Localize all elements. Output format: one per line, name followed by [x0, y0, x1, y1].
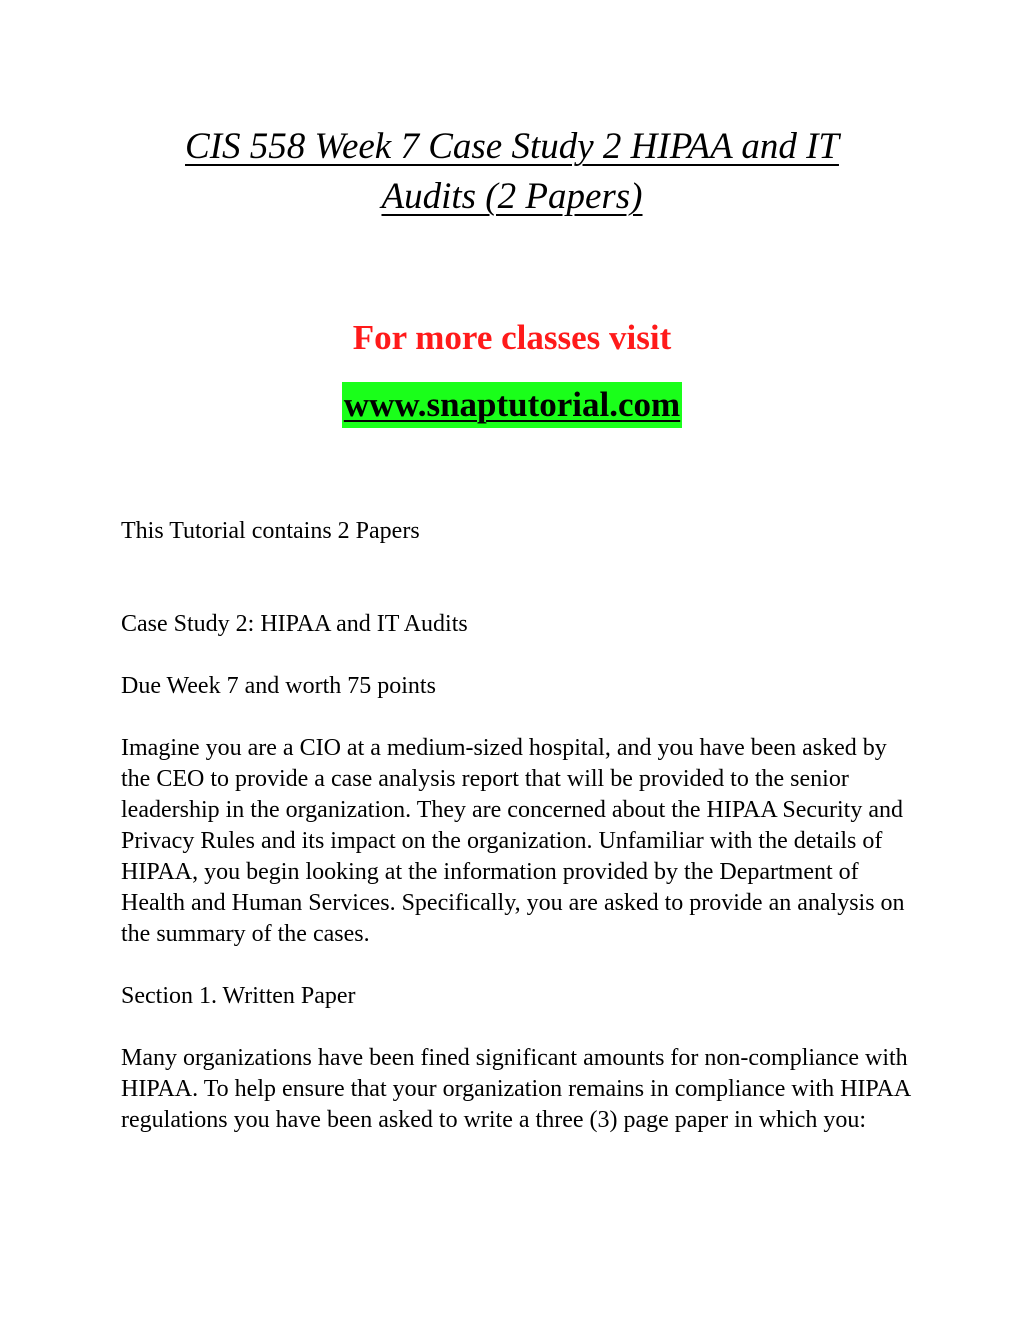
- case-study-heading: Case Study 2: HIPAA and IT Audits: [121, 611, 468, 637]
- tutorial-contents-note: This Tutorial contains 2 Papers: [121, 518, 420, 544]
- snaptutorial-link[interactable]: www.snaptutorial.com: [342, 382, 682, 428]
- document-body: [121, 516, 911, 1136]
- promo-link-container: [0, 382, 1024, 428]
- document-title: [120, 122, 904, 222]
- promo-text: For more classes visit: [352, 318, 672, 357]
- title-line-2: Audits (2 Papers): [381, 176, 643, 217]
- title-line-1: CIS 558 Week 7 Case Study 2 HIPAA and IT: [185, 126, 839, 167]
- due-date-note: Due Week 7 and worth 75 points: [121, 673, 436, 699]
- assignment-paragraph: Many organizations have been fined significant amounts for non-compliance with HIPAA. To help ensure that your organization remains in compliance with HIPAA regulations you have been asked to write a three (3) page paper in which you:: [121, 1045, 910, 1133]
- section-heading: Section 1. Written Paper: [121, 983, 356, 1009]
- scenario-paragraph: Imagine you are a CIO at a medium-sized hospital, and you have been asked by the CEO to provide a case analysis report that will be provided to the senior leadership in the organization. They are concerned about the HIPAA Security and Privacy Rules and its impact on the organization. Unfamiliar with the details of HIPAA, you begin looking at the information provided by the Department of Health and Human Services. Specifically, you are asked to provide an analysis on the summary of the cases.: [121, 735, 905, 947]
